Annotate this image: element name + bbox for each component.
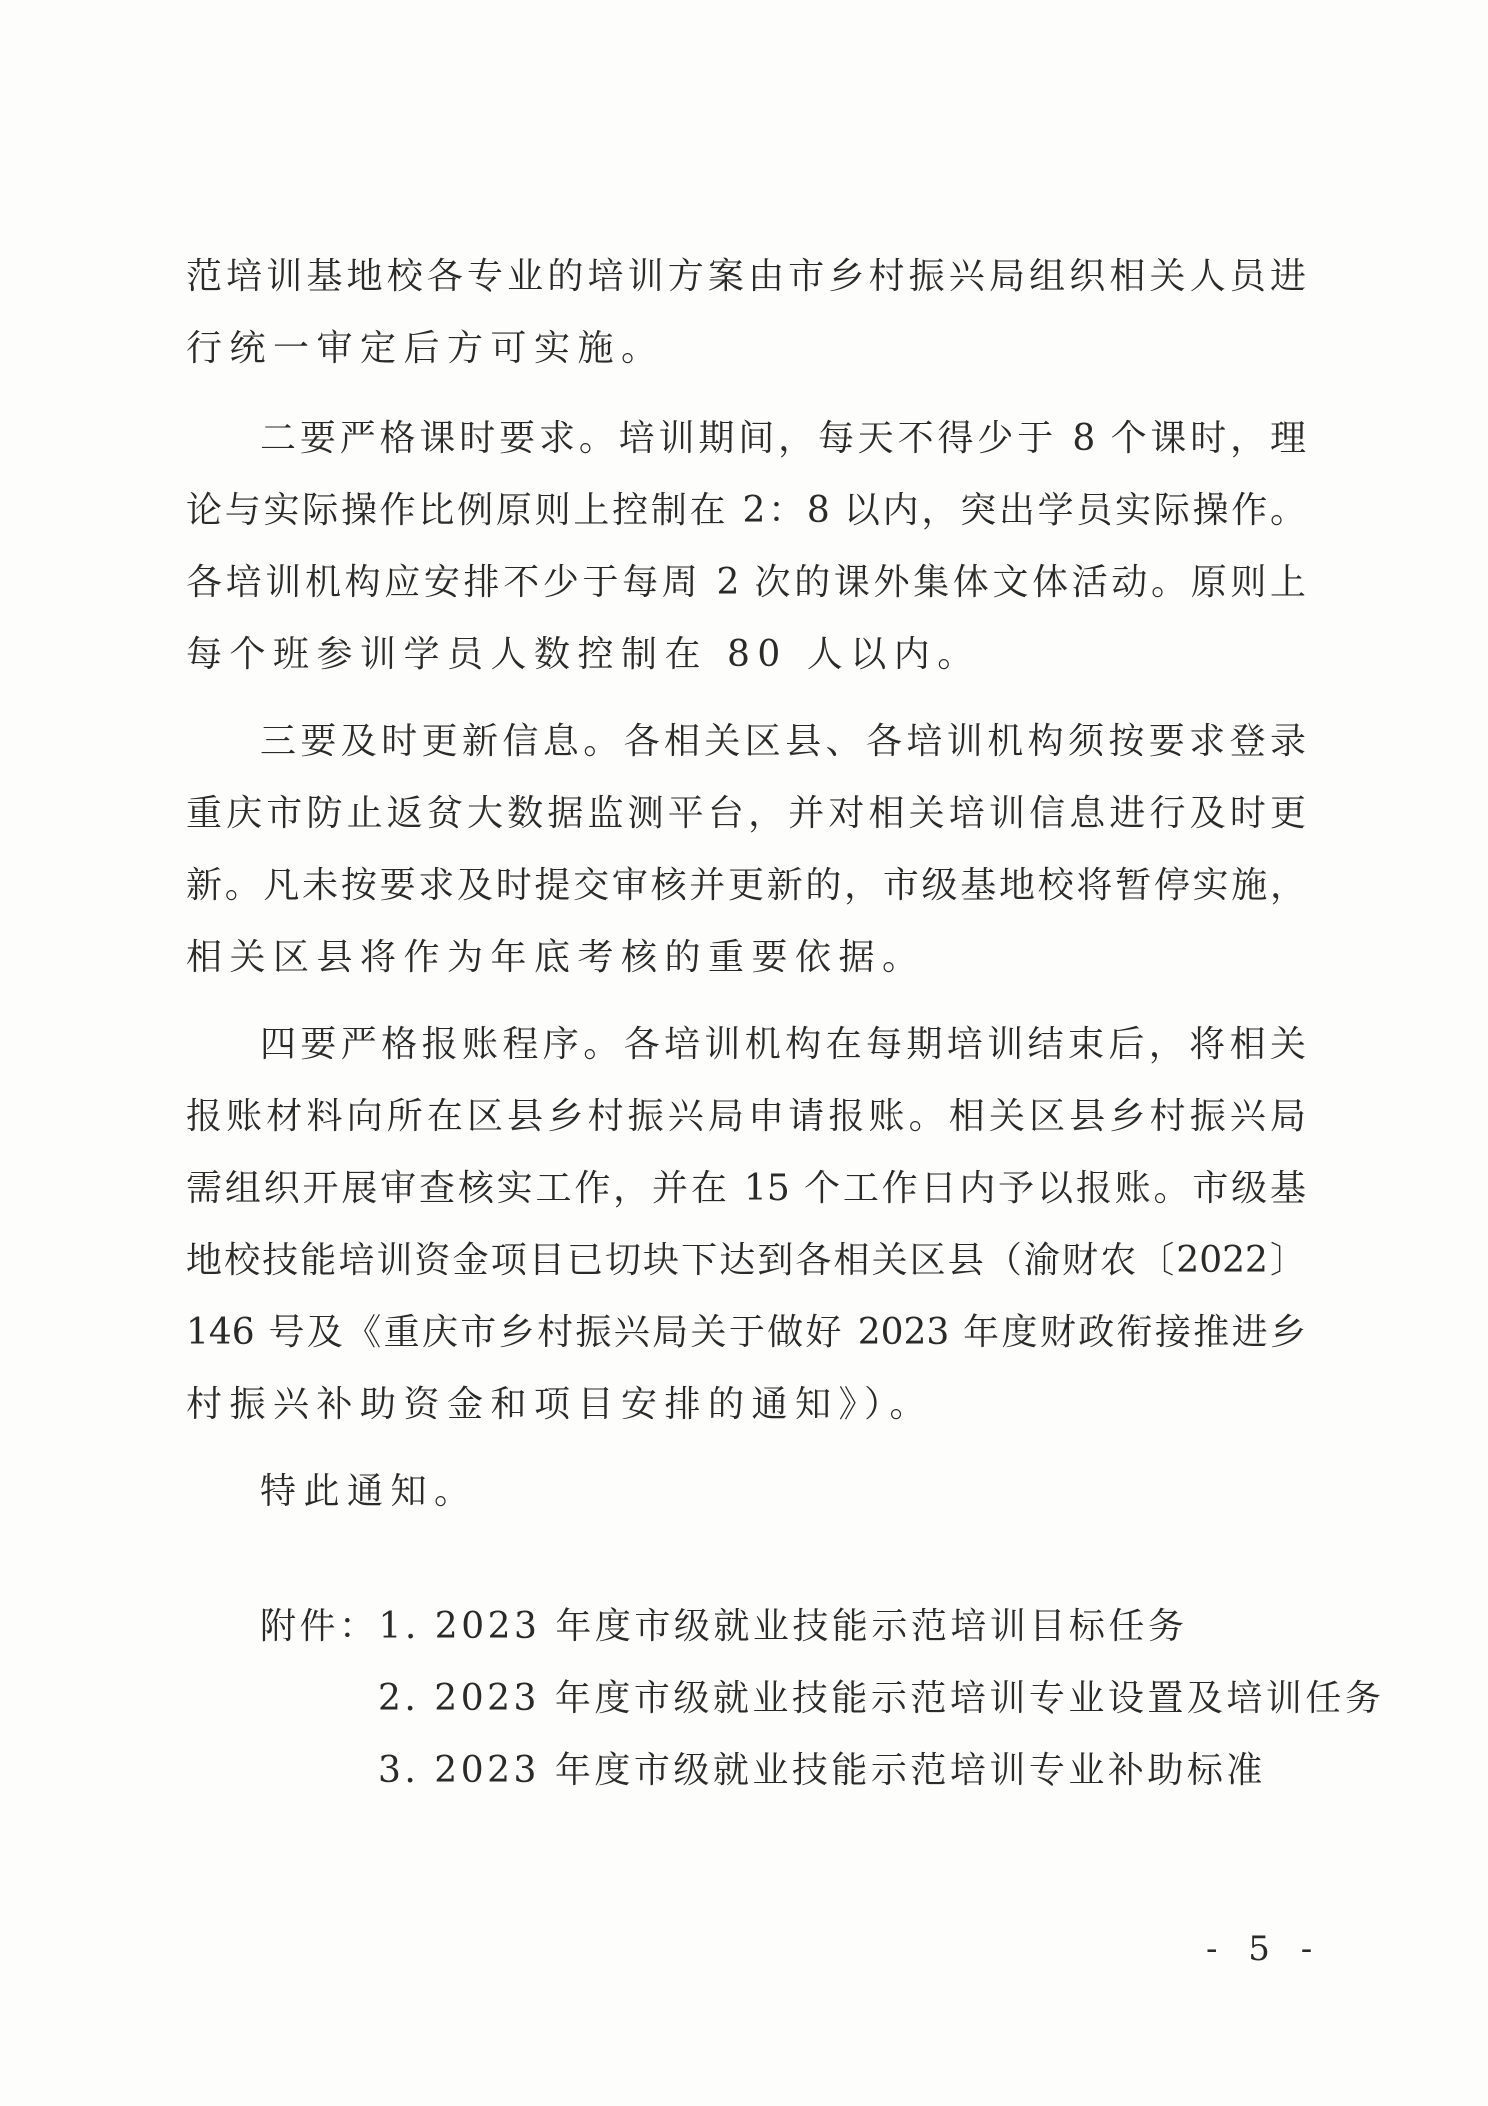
paragraph-line: 范培训基地校各专业的培训方案由市乡村振兴局组织相关人员进 <box>186 256 1306 297</box>
paragraph-line: 各培训机构应安排不少于每周 2 次的课外集体文体活动。原则上 <box>186 562 1306 603</box>
closing-line: 特此通知。 <box>260 1471 478 1512</box>
paragraph-line: 146 号及《重庆市乡村振兴局关于做好 2023 年度财政衔接推进乡 <box>186 1312 1306 1353</box>
attachment-item: 3. 2023 年度市级就业技能示范培训专业补助标准 <box>378 1750 1266 1791</box>
paragraph-line: 相关区县将作为年底考核的重要依据。 <box>186 937 926 978</box>
paragraph-line: 四要严格报账程序。各培训机构在每期培训结束后，将相关 <box>260 1024 1306 1065</box>
paragraph-line: 需组织开展审查核实工作，并在 15 个工作日内予以报账。市级基 <box>186 1168 1306 1209</box>
paragraph-line: 行统一审定后方可实施。 <box>186 328 665 369</box>
attachment-item: 附件：1. 2023 年度市级就业技能示范培训目标任务 <box>260 1606 1188 1647</box>
paragraph-line: 地校技能培训资金项目已切块下达到各相关区县（渝财农〔2022〕 <box>186 1240 1306 1281</box>
paragraph-line: 重庆市防止返贫大数据监测平台，并对相关培训信息进行及时更 <box>186 793 1306 834</box>
attachment-item: 2. 2023 年度市级就业技能示范培训专业设置及培训任务 <box>378 1678 1385 1719</box>
paragraph-line: 论与实际操作比例原则上控制在 2：8 以内，突出学员实际操作。 <box>186 490 1306 531</box>
paragraph-line: 报账材料向所在区县乡村振兴局申请报账。相关区县乡村振兴局 <box>186 1096 1306 1137</box>
paragraph-line: 三要及时更新信息。各相关区县、各培训机构须按要求登录 <box>260 721 1306 762</box>
page-number: - 5 - <box>1206 1929 1323 1969</box>
paragraph-line: 村振兴补助资金和项目安排的通知》）。 <box>186 1384 934 1425</box>
paragraph-line: 二要严格课时要求。培训期间，每天不得少于 8 个课时，理 <box>260 418 1306 459</box>
paragraph-line: 新。凡未按要求及时提交审核并更新的，市级基地校将暂停实施， <box>186 865 1306 906</box>
paragraph-line: 每个班参训学员人数控制在 80 人以内。 <box>186 634 981 675</box>
